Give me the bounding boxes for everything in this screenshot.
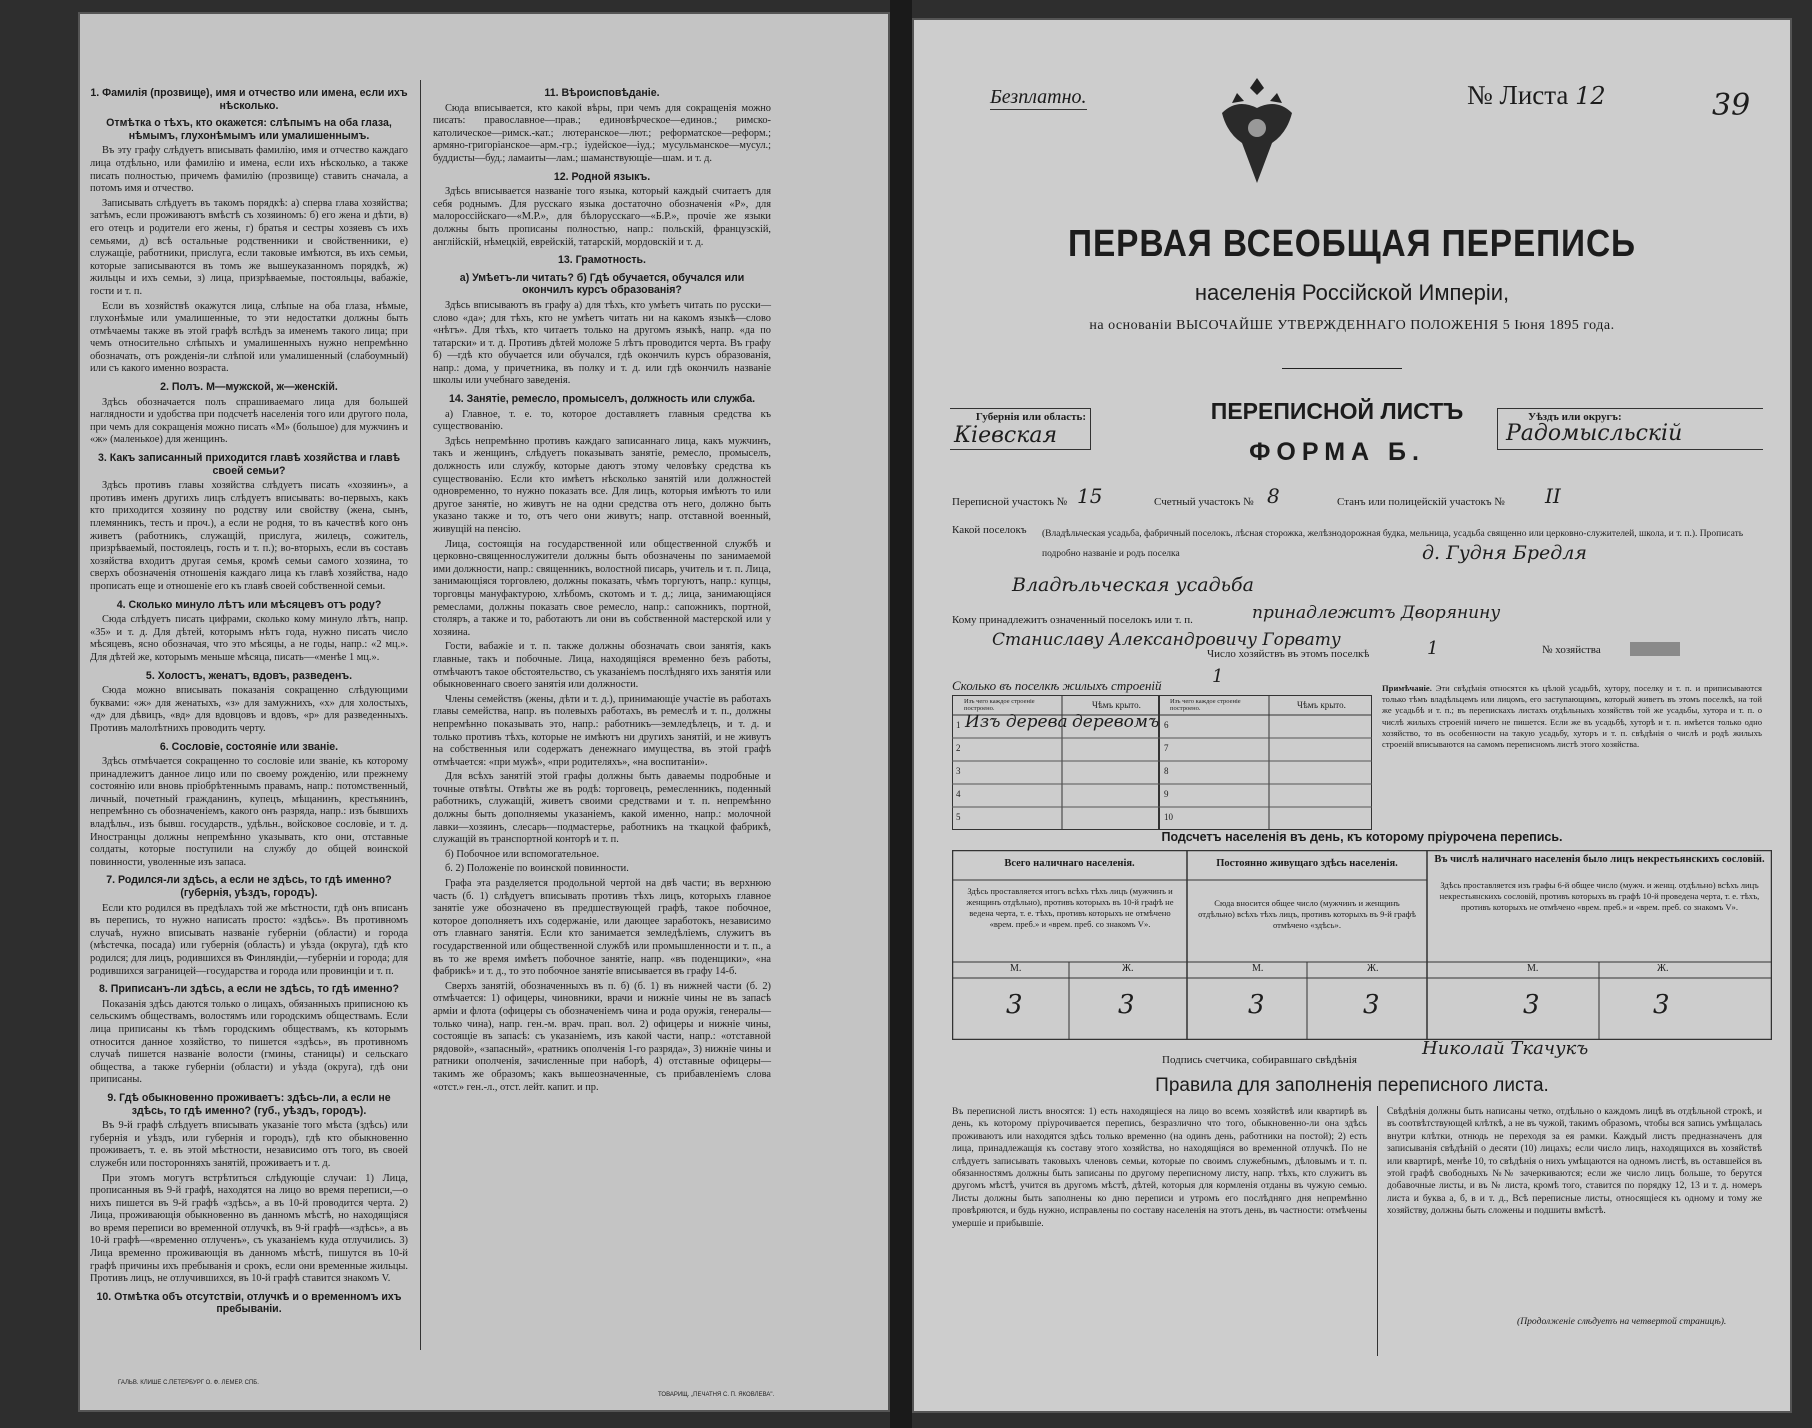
- bld-col-material-right: Изъ чего каждое строеніе построено.: [1170, 698, 1241, 712]
- census-title: ПЕРВАЯ ВСЕОБЩАЯ ПЕРЕПИСЬ: [1068, 223, 1636, 265]
- rules-divider: [1377, 1106, 1378, 1356]
- buildings-value: 1: [1212, 666, 1224, 687]
- instruction-heading: 4. Сколько минуло лѣтъ или мѣсяцевъ отъ роду?: [116, 598, 382, 611]
- free-label: Безплатно.: [990, 86, 1087, 108]
- bld-col-roof-left: Чѣмъ крыто.: [1092, 700, 1141, 710]
- household-no-label: № хозяйства: [1542, 644, 1601, 656]
- male-label: М.: [1252, 963, 1264, 974]
- household-no-blot: [1630, 642, 1680, 656]
- female-label: Ж.: [1657, 963, 1669, 974]
- instruction-heading: 9. Гдѣ обыкновенно проживаетъ: здѣсь-ли, а если не здѣсь, то гдѣ именно? (губ., уѣздъ, городъ).: [107, 1091, 391, 1117]
- rules-left: Въ переписной листъ вносятся: 1) есть находящіеся на лицо во всемъ хозяйствѣ или квартирѣ въ день, къ которому пріурочивается перепись, безразлично что того, обыкновенно-ли она здѣсь проживаютъ или находятся здѣсь только временно (на одинъ день, работники на постой); 2) есть лица, принадлежащія къ составу этого хозяйства, но находящіяся во временной отлучкѣ. По не слѣдуетъ записывать таковыхъ членовъ семьи, которые по своимъ служебнымъ, дѣловымъ и т. п. обязанностямъ должны быть записаны по другому переписному листу, напр. тѣхъ, кто служитъ въ другомъ мѣстѣ, учится въ другомъ мѣстѣ, дѣтей, которыя для кормленія отданы въ чужую семью. Листы должны быть заполнены ко дню переписи и утромъ его послѣдняго дня непремѣнно провѣряются, и будь нужно, исправлены по составу населенія на этотъ день, въ частности: отмѣчены умершіе и прибывшіе.: [952, 1106, 1367, 1229]
- instruction-heading: 10. Отмѣтка объ отсутствіи, отлучкѣ и о временномъ ихъ пребываніи.: [96, 1290, 402, 1316]
- building-row-number: 9: [1164, 789, 1169, 799]
- police-district-value: II: [1545, 484, 1561, 508]
- instructions-column-1: [90, 82, 408, 1319]
- count-title: Подсчетъ населенія въ день, къ которому пріурочена перепись.: [1161, 830, 1563, 844]
- counting-district-label: Счетный участокъ №: [1154, 496, 1254, 508]
- instruction-paragraph: б. 2) Положеніе по воинской повинности.: [445, 863, 629, 875]
- settlement-hint: (Владѣльческая усадьба, фабричный поселокъ, лѣсная сторожка, желѣзнодорожная будка, мельница, усадьба священно или церковно-служителей, школа, и т. п.). Прописать подробно названіе и родъ поселка: [1042, 529, 1744, 559]
- population-count-value: 3: [1248, 990, 1265, 1020]
- owner-label: Кому принадлежитъ означенный поселокъ или т. п.: [952, 614, 1193, 626]
- title-rule: [1282, 368, 1402, 369]
- count-col1-head: Всего наличнаго населенія.: [1004, 858, 1135, 869]
- sheet-number-value: 12: [1575, 82, 1606, 110]
- imperial-eagle-emblem: [1212, 73, 1302, 188]
- instruction-paragraph: Здѣсь обозначается полъ спрашиваемаго лица для большей наглядности и удобства при подсчетѣ населенія того или другого пола, при чемъ для сокращенія можно писать «М» (большое) для мужчинъ и «ж» (маленькое) для женщинъ.: [90, 396, 408, 446]
- settlement-label: Какой поселокъ: [952, 524, 1027, 536]
- instruction-paragraph: Здѣсь отмѣчается сокращенно то сословіе или званіе, къ которому принадлежитъ данное лицо или по своему рожденію, или прежнему состоянію или вновь пріобрѣтеннымъ правамъ, напр.: потомственный, личный, почетный гражданинъ, купецъ, мѣщанинъ, крестьянинъ, непремѣнно съ обозначеніемъ, какого онъ разряда, напр.: изъ бывшихъ владѣльч., изъ бывш. государств., удѣльн., войсковое сословіе, и т. д. Иностранцы должны непремѣнно указывать, кто они, отставные солдаты, которые поступили на службу до общей воинской повинности, уволенные изъ запаса.: [90, 756, 408, 868]
- instruction-paragraph: Сверхъ занятій, обозначенныхъ въ п. б) (б. 1) въ нижней части (б. 2) отмѣчается: 1) офицеры, чиновники, врачи и нижніе чины не въ запасѣ арміи и флота (офицеры съ обозначеніемъ чина и рода оружія, генералы—только чина), напр. ген.-м. врач. прап. вол. 2) офицеры и нижніе чины, состоящіе въ запасѣ: съ указаніемъ, изъ какой части, напр.: «отставной рядовой», «запасный», «ратникъ ополченія 1-го разряда», 3) нижніе чины и ратники ополченія, зачисленные при наборѣ, 4) отставные офицеры—такимъ же образомъ; какъ вышеозначенные, съ прибавленіемъ слова «отст.» ген.-л., отст. лейт. капит. и пр.: [433, 980, 771, 1093]
- instruction-paragraph: Гости, вабажіе и т. п. также должны обозначать свои занятія, какъ главные, такъ и побочные. Лица, находящіяся временно безъ работы, отмѣчаютъ такое обстоятельство, съ указаніемъ послѣдняго ихъ занятія или обыкновеннаго своего занятія или должности.: [433, 641, 771, 691]
- bld-row1-roof: деревомъ: [1072, 712, 1160, 732]
- census-district-value: 15: [1077, 484, 1103, 508]
- instruction-heading: Отмѣтка о тѣхъ, кто окажется: слѣпымъ на оба глаза, нѣмымъ, глухонѣмымъ или умалишеннымъ.: [106, 117, 392, 142]
- census-subtitle: населенія Россійской Имперіи,: [1194, 280, 1510, 305]
- instruction-paragraph: Сюда вписывается, кто какой вѣры, при чемъ для сокращенія можно писать: православное—прав.; единовѣрческое—единов.; римско-католическое—римск.-кат.; лютеранское—лют.; реформатское—реформ.; армяно-григоріанское—арм.-гр.; іудейское—іуд.; мусульманское—мусул.; буддисты—буд.; ламаиты—лам.; шаманствующіе—шам. и т. д.: [433, 102, 771, 164]
- count-table: [952, 850, 1772, 1040]
- instruction-paragraph: б) Побочное или вспомогательное.: [445, 848, 600, 860]
- building-row-number: 10: [1164, 812, 1173, 822]
- instruction-paragraph: Сюда слѣдуетъ писать цифрами, сколько кому минуло лѣтъ, напр. «35» и т. д. Для дѣтей, которымъ нѣтъ года, нужно писать число мѣсяцевъ, ясно обозначая, что это мѣсяцы, а не годы, напр.: «2 мц.». Для дѣтей же, которымъ меньше мѣсяца, писать—«менѣе 1 мц.».: [90, 614, 408, 663]
- right-page-census-form: [912, 18, 1792, 1413]
- building-row-number: 6: [1164, 720, 1169, 730]
- population-count-value: 3: [1006, 990, 1023, 1020]
- instruction-paragraph: Въ 9-й графѣ слѣдуетъ вписывать указаніе того мѣста (здѣсь) или губернія и уѣздъ, или губернія и городъ), гдѣ кто обыкновенно проживаетъ, т. е. въ этой мѣстности, независимо отъ того, въ своей служебн или посторонняхъ занятій, проживаетъ и т. д.: [90, 1120, 408, 1169]
- signature-value: Николай Ткачукъ: [1422, 1038, 1589, 1059]
- male-label: М.: [1010, 963, 1022, 974]
- instruction-paragraph: Здѣсь вписывается названіе того языка, который каждый считаетъ для себя роднымъ. Для русскаго языка достаточно обозначенія «Р», для малороссійскаго—«М.Р.», для бѣлорусскаго—«Б.Р.», прочіе же языки должны быть прописаны полностью, напр.: польскій, французскій, англійскій, нѣмецкій, еврейскій, татарскій, мордовскій и т. д.: [433, 186, 771, 248]
- sheet-number-label: № Листа: [1467, 80, 1569, 110]
- population-count-value: 3: [1653, 990, 1670, 1020]
- instruction-paragraph: Члены семействъ (жены, дѣти и т. д.), принимающіе участіе въ работахъ главы семейства, напр. въ полевыхъ работахъ, въ ремеслѣ и т. п., должны непремѣнно показывать это, напр.: работникъ—земледѣлецъ, и т. д. и только противъ тѣхъ, которые не имѣютъ ни другихъ занятій, и не живутъ на собственныя или содержатъ денежнаго имущества, въ этой графѣ отмѣчается: «при мужѣ», «при родителяхъ», «на воспитаніи».: [433, 693, 771, 768]
- settlement-value-2: Владѣльческая усадьба: [1012, 574, 1254, 596]
- instruction-paragraph: Показанія здѣсь даются только о лицахъ, обязанныхъ приписною къ сельскимъ обществамъ, волостямъ или городскимъ обществамъ. Если лица приписаны къ тѣмъ городскимъ обществамъ, къ которымъ относится данное хозяйство, то пишется «здѣсь», въ противномъ случаѣ пишется названіе волости (гмины, станицы) и сельскаго общества, а также губерніи (области) и уѣзда (округа), гдѣ они приписаны.: [90, 998, 408, 1086]
- bld-row1-material: Изъ дерева: [965, 712, 1068, 732]
- instruction-heading: 14. Занятіе, ремесло, промыселъ, должность или служба.: [448, 393, 756, 406]
- instruction-paragraph: При этомъ могутъ встрѣтиться слѣдующіе случаи: 1) Лица, прописанныя въ 9-й графѣ, находятся на лицо во время переписи,—о нихъ пишется въ 9-й графѣ «здѣсь», а въ 10-й проводится черта. 2) Лица, проживающія обыкновенно въ данномъ мѣстѣ, но находящіяся во время переписи во временной отлучкѣ, въ 9-й графѣ—«здѣсь», а въ 10-й графѣ—«временно отлученъ», съ указаніемъ куда отлучились. 3) Лица временно проживающія въ данномъ мѣстѣ, пишутся въ 10-й графѣ причины ихъ пребыванія и срокъ, если они временные жильцы. Противъ лицъ, не отлучившихся, въ 10-й графѣ ставится знакомъ V.: [90, 1172, 408, 1285]
- instruction-heading: 6. Сословіе, состояніе или званіе.: [159, 740, 339, 753]
- building-row-number: 4: [956, 789, 961, 799]
- population-count-value: 3: [1118, 990, 1135, 1020]
- police-district-label: Станъ или полицейскій участокъ №: [1337, 496, 1505, 508]
- instruction-heading: 2. Полъ. М—мужской, ж—женскій.: [160, 381, 338, 394]
- counting-district-value: 8: [1267, 484, 1280, 508]
- instruction-heading: 12. Родной языкъ.: [553, 170, 651, 183]
- form-title-1: ПЕРЕПИСНОЙ ЛИСТЪ: [1210, 398, 1464, 424]
- building-row-number: 3: [956, 766, 961, 776]
- instruction-heading: 7. Родился-ли здѣсь, а если не здѣсь, то гдѣ именно? (губернія, уѣздъ, городъ).: [106, 874, 392, 900]
- count-col1-text: Здѣсь проставляется итогъ всѣхъ тѣхъ лицъ (мужчинъ и женщинъ отдѣльно), противъ которыхъ въ 10-й графѣ не ведена черта, т. е. тѣхъ, противъ которыхъ не отмѣчено «врем. преб.» и «врем. преб. со знакомъ V».: [966, 886, 1174, 929]
- printer-mark-left: ГАЛЬВ. КЛИШЕ С.ПЕТЕРБУРГ О. Ф. ЛЕМЕР. СПБ.: [118, 1380, 259, 1386]
- instruction-paragraph: Записывать слѣдуетъ въ такомъ порядкѣ: а) сперва глава хозяйства; затѣмъ, если проживаютъ вмѣстѣ съ хозяиномъ: б) его жена и дѣти, в) его отецъ и родители его жены, г) братья и сестры хозяевъ съ ихъ семьями, д) всѣ остальные родственники и свойственники, е) служащіе, работники, прислуга, если таковые имѣются, въ ихъ семьи, которые записываются въ томъ же вышеуказанномъ порядкѣ, ж) жильцы и ихъ семьи, з) лица, призрѣваемые, постояльцы, вабажіе, гости и т. п.: [90, 197, 408, 297]
- households-value: 1: [1427, 638, 1439, 659]
- left-page-instructions: [78, 12, 890, 1412]
- owner-value-2: Станиславу Александровичу Горвату: [992, 630, 1341, 650]
- instruction-paragraph: Въ эту графу слѣдуетъ вписывать фамилію, имя и отчество каждаго лица отдѣльно, или фамилію и имена, если ихъ нѣсколько, а также писать полностью, причемъ фамилію (прозвище) ставить сначала, а потомъ имя и отчество.: [90, 145, 408, 195]
- instruction-paragraph: Если въ хозяйствѣ окажутся лица, слѣпые на оба глаза, нѣмые, глухонѣмые или умалишенные, то эти недостатки должны быть отмѣчаемы также въ этой графѣ вслѣдъ за именемъ такого лица; при чемъ относительно слѣпыхъ и умалишенныхъ нужно непремѣнно обозначать, отъ рожденія-ли слѣпой или умалишенный (слабоумный) или съ какого именно возраста.: [90, 300, 408, 375]
- district-label: Уѣздъ или округъ:: [1528, 411, 1622, 423]
- instruction-paragraph: а) Главное, т. е. то, которое доставляетъ главныя средства къ существованію.: [433, 408, 771, 433]
- province-value: Кіевская: [954, 423, 1058, 448]
- rules-right: Свѣдѣнія должны быть написаны четко, отдѣльно о каждомъ лицѣ въ отдѣльной строкѣ, и въ соотвѣтствующей клѣткѣ, а не въ чужой, такимъ образомъ, чтобы вся запись умѣщалась внутри клѣтки, отнюдь не переходя за ея рамки. Каждый листъ предназначенъ для записыванія свѣдѣній о десяти (10) лицахъ; если число лицъ, находящихся въ хозяйствѣ или квартирѣ, менѣе 10, то свѣдѣнія о нихъ умѣщаются на одномъ листѣ, въ оставшейся въ этой графѣ свободныхъ №№ зачеркиваются; если же число лицъ больше, то берутся добавочные листы, и въ № листа, кромѣ того, ставится по порядку 12, 13 и т. д. номеръ листа и буква а, б, в и т. д., Всѣ переписные листы, относящіеся къ одному и тому же хозяйству, должны быть сложены и подшиты вмѣстѣ.: [1387, 1106, 1762, 1217]
- buildings-note: [1382, 683, 1762, 750]
- instruction-heading: 5. Холостъ, женатъ, вдовъ, разведенъ.: [145, 669, 353, 682]
- instruction-heading: 1. Фамилія (прозвище), имя и отчество или имена, если ихъ нѣсколько.: [90, 87, 408, 112]
- sheet-number: [1467, 80, 1606, 111]
- count-col3-head: Въ числѣ наличнаго населенія было лицъ некрестьянскихъ сословій.: [1434, 854, 1765, 865]
- bld-col-roof-right: Чѣмъ крыто.: [1297, 700, 1346, 710]
- instruction-paragraph: Для всѣхъ занятій этой графы должны быть даваемы подробные и точные отвѣты. Отвѣты же въ родѣ: торговецъ, ремесленникъ, поденный работникъ, служащій, живетъ своими средствами и т. п. непремѣнно должны быть дополняемы указаніемъ, какой именно, напр.: молочной лавки—хозяинъ, слесарь—подмастерье, работникъ на ткацкой фабрикѣ, служащій въ транспортной конторѣ и т. п.: [433, 771, 771, 846]
- district-box: [1497, 408, 1763, 450]
- count-col2-head: Постоянно живущаго здѣсь населенія.: [1216, 858, 1398, 869]
- buildings-label: Сколько въ поселкѣ жилыхъ строеній: [952, 678, 1162, 693]
- instruction-paragraph: Если кто родился въ предѣлахъ той же мѣстности, гдѣ онъ вписанъ въ перепись, то нужно написать просто: «здѣсь». Въ противномъ случаѣ, нужно вписывать названіе губерніи (области) и города (мѣстечка, посада) или губернія (область) и уѣзда (округа), гдѣ кто родился; для лицъ, родившихся въ Финляндіи,—губерніи и города; для родившихся заграницей—государства и города или провинціи и т. п.: [90, 902, 408, 977]
- census-district-label: Переписной участокъ №: [952, 496, 1068, 508]
- building-row-number: 1: [956, 720, 961, 730]
- province-label: Губернія или область:: [975, 411, 1086, 423]
- households-label: Число хозяйствъ въ этомъ поселкѣ: [1207, 648, 1370, 660]
- column-divider: [420, 80, 421, 1350]
- count-col3-text: Здѣсь проставляется изъ графы 6-й общее число (мужч. и женщ. отдѣльно) всѣхъ лицъ некрестьянскихъ сословій, противъ которыхъ въ графѣ 10-й проведена черта, т. е. тѣхъ, противъ которыхъ не отмѣчено «врем. преб.» и «врем. преб. со знакомъ V».: [1439, 880, 1760, 912]
- female-label: Ж.: [1367, 963, 1379, 974]
- signature-label: Подпись счетчика, собиравшаго свѣдѣнія: [1162, 1054, 1357, 1066]
- building-row-number: 8: [1164, 766, 1169, 776]
- instruction-paragraph: Здѣсь противъ главы хозяйства слѣдуетъ писать «хозяинъ», а противъ именъ другихъ лицъ слѣдуетъ вписывать: во-первыхъ, какъ кто приходится хозяину по родству или свойству (жена, сынъ, племянникъ, тесть и проч.), а если не родня, то въ качествѣ кого онъ живетъ (работникъ, служащій, прислуга, жилецъ, сожитель, призрѣваемый, постоялецъ, гость и т. п.); во-вторыхъ, если въ составъ хозяйства входитъ другая семья, кромѣ семьи самого хозяина, то сверхъ обозначенія отношенія каждаго лица къ главѣ хозяйства, надо прописать еще и отношеніе его къ главѣ своей собственной семьи.: [90, 480, 408, 592]
- instruction-paragraph: Графа эта разделяется продольной чертой на двѣ части; въ верхнюю часть (б. 1) слѣдуетъ вписывать противъ тѣхъ лицъ, которыхъ главное занятіе уже обозначено въ предшествующей графѣ, такое побочное, которое дополняетъ ихъ содержаніе, или дающее заработокъ, независимо отъ главнаго занятія. Если кто занимается земледѣліемъ, служитъ въ государственной или общественной службѣ или промышленности и т. п., а въ то же время имѣетъ побочное занятіе, напр. «въ поденщики», «на фабрикѣ» и т. д., то это побочное занятіе вписывается въ графу 14-б.: [433, 878, 771, 978]
- instruction-heading: 3. Какъ записанный приходится главѣ хозяйства и главѣ своей семьи?: [97, 452, 401, 477]
- owner-value: принадлежитъ Дворянину: [1252, 603, 1501, 623]
- female-label: Ж.: [1122, 963, 1134, 974]
- note-label: Примѣчаніе.: [1382, 683, 1432, 693]
- rules-title: Правила для заполненія переписного листа.: [1155, 1075, 1549, 1096]
- settlement-value: д. Гудня Бредля: [1422, 542, 1587, 564]
- note-text: Эти свѣдѣнія относятся къ цѣлой усадьбѣ, хутору, поселку и т. п. и приписываются только тѣмъ владѣльцемъ или лицомъ, его заступающимъ, который живетъ въ этомъ поселкѣ, на той же усадьбѣ и т. п.; въ перепискахъ листахъ отдѣльныхъ хозяйствъ той же усадьбы, хутора и т. п. о числѣ жилыхъ строеній ничего не пишется. Если же въ усадьбѣ, хуторѣ и т. п. имѣется только одно хозяйство, то въ особенности на такую усадьбу, хуторъ и т. п. свѣдѣнія о числѣ и родѣ жилыхъ строеній вписываются на самомъ переписномъ листѣ этого хозяйства.: [1382, 683, 1762, 750]
- instruction-paragraph: Сюда можно вписывать показанія сокращенно слѣдующими буквами: «ж» для женатыхъ, «з» для замужнихъ, «х» для холостыхъ, «д» для дѣвицъ, «вд» для вдовцовъ и вдовъ, «р» для разведенныхъ. Противъ малолѣтнихъ проводить черту.: [90, 685, 408, 734]
- sheet-number-extra: 39: [1712, 88, 1751, 123]
- printer-mark-right: ТОВАРИЩ. „ПЕЧАТНЯ С. П. ЯКОВЛЕВА".: [658, 1392, 775, 1398]
- form-title-2: ФОРМА Б.: [1249, 438, 1425, 466]
- instruction-paragraph: Лица, состоящія на государственной или общественной службѣ и церковно-священнослужители должны быть обозначены по занимаемой ими должности, напр.: священникъ, волостной писарь, учитель и т. п. Лица, занимающіяся торговлею, должны показать, чѣмъ торгуютъ, напр.: купцы, торговцы мануфактурою, хлѣбомъ, скотомъ и т. д.; лица, занимающіяся ремеслами, должны показать свое ремесло, напр.: сапожникъ, портной, столяръ, а также и то, работаютъ ли они въ собственной мастерской или у хозяина.: [433, 538, 771, 638]
- population-count-value: 3: [1363, 990, 1380, 1020]
- province-box: [950, 408, 1091, 450]
- district-value: Радомысльскій: [1506, 421, 1683, 446]
- instruction-heading: 8. Приписанъ-ли здѣсь, а если не здѣсь, то гдѣ именно?: [99, 983, 399, 996]
- building-row-number: 5: [956, 812, 961, 822]
- instructions-column-2: [433, 82, 771, 1096]
- instruction-paragraph: Здѣсь вписываютъ въ графу а) для тѣхъ, кто умѣетъ читать по русски—слово «да»; для тѣхъ, кто не умѣетъ читать ни на какомъ языкѣ—слово «нѣтъ». Для тѣхъ, кто читаетъ только на другомъ языкѣ, напр. «да по татарски» и т. д. Противъ дѣтей моложе 5 лѣтъ проводится черта. Въ графу б) —гдѣ кто обучается или обучался, гдѣ окончилъ курсъ образованія, напр.: дома, у причетника, въ полку и т. д. или гдѣ окончилъ названіе школы или учебнаго заведенія.: [433, 299, 771, 387]
- bld-col-material-left: Изъ чего каждое строеніе построено.: [964, 698, 1035, 712]
- instruction-heading: а) Умѣетъ-ли читать? б) Гдѣ обучается, обучался или окончилъ курсъ образованія?: [459, 271, 745, 297]
- rules-continued: (Продолженіе слѣдуетъ на четвертой страницѣ).: [1517, 1316, 1727, 1327]
- instruction-heading: 13. Грамотность.: [558, 254, 646, 267]
- census-basis: на основаніи ВЫСОЧАЙШЕ УТВЕРЖДЕННАГО ПОЛОЖЕНІЯ 5 Іюня 1895 года.: [1089, 318, 1615, 333]
- count-col2-text: Сюда вносится общее число (мужчинъ и женщинъ отдѣльно) всѣхъ тѣхъ лицъ, противъ которыхъ въ 9-й графѣ отмѣчено «здѣсь».: [1198, 898, 1416, 930]
- instruction-heading: 11. Вѣроисповѣданіе.: [544, 87, 660, 99]
- population-count-value: 3: [1523, 990, 1540, 1020]
- building-row-number: 7: [1164, 743, 1169, 753]
- instruction-paragraph: Здѣсь непремѣнно противъ каждаго записаннаго лица, какъ мужчинъ, такъ и женщинъ, слѣдуетъ показывать занятіе, ремесло, промыселъ, должность или службу, которые даютъ этому человѣку средства къ существованію. Если кто имѣетъ нѣсколько занятій или должностей одновременно, то нужно показать все. Для лицъ, которыя имѣютъ то или другое занятіе, но живутъ не на одни средства отъ него, должно быть указано также и то, отъ чего они живутъ; напр. отставной военный, живущій на пенсію.: [433, 435, 771, 535]
- book-gutter: [890, 0, 912, 1428]
- male-label: М.: [1527, 963, 1539, 974]
- building-row-number: 2: [956, 743, 961, 753]
